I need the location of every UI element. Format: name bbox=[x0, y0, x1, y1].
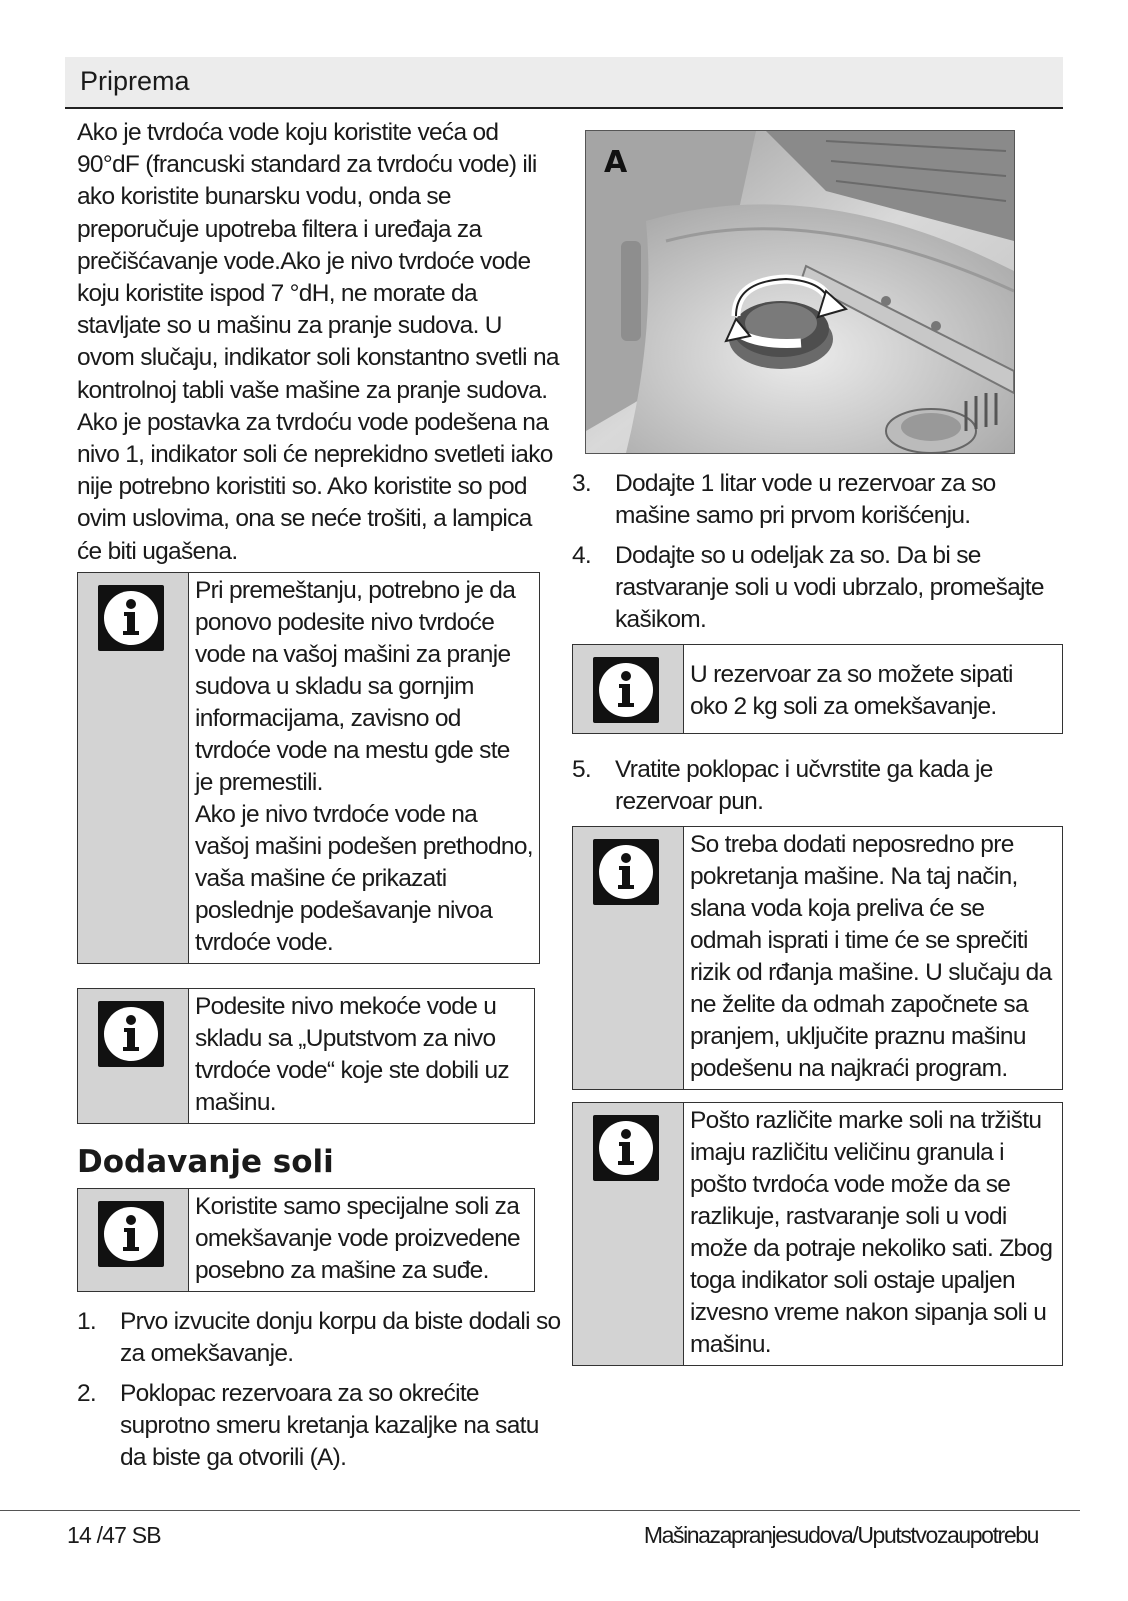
list-item: 1. Prvo izvucite donju korpu da biste dodali so za omekšavanje. bbox=[77, 1307, 561, 1367]
info-icon-cell bbox=[78, 1189, 189, 1291]
info-text-1a: Pri premeštanju, potrebno je da ponovo podesite nivo tvrdoće vode na vašoj mašini za pranje sudova u skladu sa gornjim informacijama, zavisno od tvrdoće vode na mestu gde ste je premestili. bbox=[195, 576, 516, 796]
list-item: 3. Dodajte 1 litar vode u rezervoar za so mašine samo pri prvom korišćenju. bbox=[572, 470, 996, 529]
info-text: Koristite samo specijalne soli za omekšavanje vode proizvedene posebno za mašine za suđe. bbox=[195, 1192, 520, 1284]
intro-paragraph: Ako je tvrdoća vode koju koristite veća od 90°dF (francuski standard za tvrdoću vode) ili ako koristite bunarsku vodu, onda se preporučuje upotreba filtera i uređaja za prečišćavanje vode.Ako je nivo tvrdoće vode koju koristite ispod 7 °dH, ne morate da stavljate so u mašinu za pranje sudova. U ovom slučaju, indikator soli konstantno svetli na kontrolnoj tabli vaše mašine za pranje sudova. bbox=[77, 119, 559, 404]
list-item: 2. Poklopac rezervoara za so okrećite suprotno smeru kretanja kazaljke na satu da biste ga otvorili (A). bbox=[77, 1379, 539, 1471]
steps-list-right-b bbox=[572, 754, 1063, 818]
info-icon bbox=[593, 1115, 659, 1181]
info-icon bbox=[98, 585, 164, 651]
steps-list-right-a bbox=[572, 468, 1063, 636]
section-heading: Dodavanje soli bbox=[77, 1143, 334, 1180]
info-text-1b: Ako je nivo tvrdoće vode na vašoj mašini podešen prethodno, vaša mašine će prikazati poslednje podešavanje nivoa tvrdoće vode. bbox=[195, 800, 533, 956]
info-text: U rezervoar za so možete sipati oko 2 kg soli za omekšavanje. bbox=[690, 661, 1013, 720]
info-text bbox=[189, 573, 539, 963]
section-header bbox=[65, 57, 1063, 109]
footer-divider bbox=[0, 1510, 1080, 1511]
info-box-relocation bbox=[77, 572, 540, 964]
list-item: 4. Dodajte so u odeljak za so. Da bi se rastvaranje soli u vodi ubrzalo, promešajte kašikom. bbox=[572, 542, 1044, 633]
info-icon bbox=[593, 657, 659, 723]
steps-list-left bbox=[77, 1306, 562, 1474]
info-box-salt-amount bbox=[572, 644, 1063, 734]
photo-label: A bbox=[604, 145, 628, 180]
info-text: So treba dodati neposredno pre pokretanja mašine. Na taj način, slana voda koja preliva će se odmah isprati i time će se sprečiti rizik od rđanja mašine. U slučaju da ne želite da odmah započnete sa pranjem, uključite praznu mašinu podešenu na najkraći program. bbox=[690, 831, 1052, 1082]
left-column bbox=[77, 117, 562, 1482]
info-box-softness bbox=[77, 988, 535, 1124]
photo-illustration bbox=[586, 131, 1014, 453]
info-box-add-before-start bbox=[572, 826, 1063, 1090]
info-text: Podesite nivo mekoće vode u skladu sa „Uputstvom za nivo tvrdoće vode“ koje ste dobili uz mašinu. bbox=[195, 992, 509, 1116]
right-column bbox=[572, 130, 1063, 1366]
info-icon-cell bbox=[573, 827, 684, 1089]
info-icon-cell bbox=[78, 573, 189, 963]
info-icon bbox=[98, 1201, 164, 1267]
info-icon-cell bbox=[78, 989, 189, 1123]
page-number: 14 /47 SB bbox=[67, 1522, 161, 1548]
section-title: Priprema bbox=[80, 66, 190, 96]
info-icon-cell bbox=[573, 1103, 684, 1365]
salt-reservoir-photo bbox=[585, 130, 1015, 454]
document-title: Mašinazapranjesudova/Uputstvozaupotrebu bbox=[643, 1522, 1038, 1548]
list-item: 5. Vratite poklopac i učvrstite ga kada je rezervoar pun. bbox=[572, 756, 993, 815]
info-icon bbox=[593, 839, 659, 905]
info-text: Pošto različite marke soli na tržištu imaju različitu veličinu granula i pošto tvrdoća vode može da se razlikuje, rastvaranje soli u vodi može da potraje nekoliko sati. Zbog toga indikator soli ostaje upaljen izvesno vreme nakon sipanja soli u mašinu. bbox=[690, 1107, 1053, 1358]
info-box-dissolving bbox=[572, 1102, 1063, 1366]
info-box-special-salt bbox=[77, 1188, 535, 1292]
intro-paragraph-2: Ako je postavka za tvrdoću vode podešena na nivo 1, indikator soli će neprekidno svetleti iako nije potrebno koristiti so. Ako koristite so pod ovim uslovima, ona se neće trošiti, a lampica će biti ugašena. bbox=[77, 408, 553, 565]
info-icon-cell bbox=[573, 645, 684, 733]
info-icon bbox=[98, 1001, 164, 1067]
